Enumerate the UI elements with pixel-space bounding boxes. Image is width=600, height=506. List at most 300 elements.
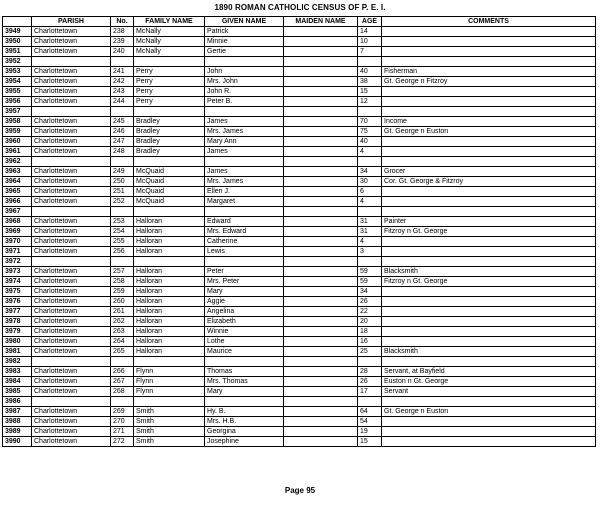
- line-number-cell: 3963: [3, 167, 32, 177]
- given-name-cell: John: [205, 67, 284, 77]
- family-name-cell: Smith: [134, 417, 205, 427]
- comments-cell: [382, 157, 596, 167]
- comments-cell: [382, 317, 596, 327]
- age-cell: 14: [358, 27, 382, 37]
- maiden-name-cell: [284, 257, 358, 267]
- parish-cell: [32, 357, 111, 367]
- family-name-cell: Halloran: [134, 287, 205, 297]
- line-number-cell: 3977: [3, 307, 32, 317]
- given-name-cell: [205, 207, 284, 217]
- parish-cell: Charlottetown: [32, 267, 111, 277]
- given-name-cell: Mrs. John: [205, 77, 284, 87]
- line-number-cell: 3949: [3, 27, 32, 37]
- comments-cell: [382, 427, 596, 437]
- comments-cell: [382, 417, 596, 427]
- comments-cell: [382, 87, 596, 97]
- line-number-cell: 3971: [3, 247, 32, 257]
- table-row: [3, 87, 596, 97]
- column-header-parish: PARISH: [32, 17, 111, 27]
- comments-cell: [382, 337, 596, 347]
- maiden-name-cell: [284, 347, 358, 357]
- line-number-cell: 3964: [3, 177, 32, 187]
- age-cell: 19: [358, 427, 382, 437]
- given-name-cell: Mrs. Peter: [205, 277, 284, 287]
- comments-cell: Blacksmith: [382, 347, 596, 357]
- table-row: [3, 367, 596, 377]
- table-row: [3, 397, 596, 407]
- family-name-cell: Halloran: [134, 267, 205, 277]
- given-name-cell: Minnie: [205, 37, 284, 47]
- line-number-cell: 3978: [3, 317, 32, 327]
- maiden-name-cell: [284, 217, 358, 227]
- family-name-cell: Halloran: [134, 247, 205, 257]
- no-cell: [111, 57, 134, 67]
- maiden-name-cell: [284, 237, 358, 247]
- line-number-cell: 3973: [3, 267, 32, 277]
- line-number-cell: 3959: [3, 127, 32, 137]
- maiden-name-cell: [284, 157, 358, 167]
- family-name-cell: Smith: [134, 437, 205, 447]
- maiden-name-cell: [284, 317, 358, 327]
- no-cell: [111, 157, 134, 167]
- table-row: [3, 327, 596, 337]
- no-cell: 257: [111, 267, 134, 277]
- line-number-cell: 3954: [3, 77, 32, 87]
- line-number-cell: 3980: [3, 337, 32, 347]
- no-cell: 249: [111, 167, 134, 177]
- family-name-cell: [134, 257, 205, 267]
- table-row: [3, 377, 596, 387]
- maiden-name-cell: [284, 47, 358, 57]
- comments-cell: [382, 287, 596, 297]
- line-number-cell: 3987: [3, 407, 32, 417]
- given-name-cell: Margaret: [205, 197, 284, 207]
- age-cell: 75: [358, 127, 382, 137]
- line-number-cell: 3950: [3, 37, 32, 47]
- parish-cell: Charlottetown: [32, 97, 111, 107]
- family-name-cell: [134, 57, 205, 67]
- line-number-cell: 3974: [3, 277, 32, 287]
- no-cell: 270: [111, 417, 134, 427]
- table-row: [3, 157, 596, 167]
- age-cell: 34: [358, 287, 382, 297]
- parish-cell: Charlottetown: [32, 147, 111, 157]
- age-cell: 30: [358, 177, 382, 187]
- line-number-cell: 3984: [3, 377, 32, 387]
- column-header-family-name: FAMILY NAME: [134, 17, 205, 27]
- no-cell: 250: [111, 177, 134, 187]
- maiden-name-cell: [284, 177, 358, 187]
- no-cell: 256: [111, 247, 134, 257]
- maiden-name-cell: [284, 77, 358, 87]
- no-cell: 251: [111, 187, 134, 197]
- no-cell: 258: [111, 277, 134, 287]
- census-table-body: [3, 27, 596, 447]
- family-name-cell: [134, 107, 205, 117]
- given-name-cell: Mrs. H.B.: [205, 417, 284, 427]
- parish-cell: Charlottetown: [32, 247, 111, 257]
- given-name-cell: Patrick: [205, 27, 284, 37]
- line-number-cell: 3976: [3, 297, 32, 307]
- given-name-cell: Georgina: [205, 427, 284, 437]
- given-name-cell: Hy. B.: [205, 407, 284, 417]
- age-cell: [358, 257, 382, 267]
- family-name-cell: Halloran: [134, 217, 205, 227]
- comments-cell: [382, 137, 596, 147]
- table-row: [3, 437, 596, 447]
- maiden-name-cell: [284, 407, 358, 417]
- maiden-name-cell: [284, 67, 358, 77]
- table-row: [3, 77, 596, 87]
- no-cell: 241: [111, 67, 134, 77]
- parish-cell: Charlottetown: [32, 27, 111, 37]
- line-number-cell: 3975: [3, 287, 32, 297]
- age-cell: 4: [358, 197, 382, 207]
- table-row: [3, 287, 596, 297]
- table-row: [3, 117, 596, 127]
- given-name-cell: [205, 397, 284, 407]
- line-number-cell: 3968: [3, 217, 32, 227]
- age-cell: 18: [358, 327, 382, 337]
- maiden-name-cell: [284, 137, 358, 147]
- parish-cell: Charlottetown: [32, 287, 111, 297]
- age-cell: 22: [358, 307, 382, 317]
- line-number-cell: 3969: [3, 227, 32, 237]
- no-cell: 255: [111, 237, 134, 247]
- parish-cell: Charlottetown: [32, 437, 111, 447]
- comments-cell: [382, 47, 596, 57]
- table-row: [3, 407, 596, 417]
- comments-cell: [382, 397, 596, 407]
- no-cell: 253: [111, 217, 134, 227]
- family-name-cell: Halloran: [134, 327, 205, 337]
- table-row: [3, 417, 596, 427]
- family-name-cell: Smith: [134, 427, 205, 437]
- comments-cell: [382, 257, 596, 267]
- parish-cell: Charlottetown: [32, 137, 111, 147]
- table-row: [3, 47, 596, 57]
- comments-cell: [382, 97, 596, 107]
- age-cell: 15: [358, 437, 382, 447]
- age-cell: 16: [358, 337, 382, 347]
- age-cell: 26: [358, 297, 382, 307]
- comments-cell: [382, 437, 596, 447]
- maiden-name-cell: [284, 267, 358, 277]
- maiden-name-cell: [284, 397, 358, 407]
- age-cell: 31: [358, 227, 382, 237]
- family-name-cell: Perry: [134, 67, 205, 77]
- given-name-cell: Thomas: [205, 367, 284, 377]
- table-row: [3, 97, 596, 107]
- age-cell: 26: [358, 377, 382, 387]
- family-name-cell: Perry: [134, 97, 205, 107]
- line-number-cell: 3970: [3, 237, 32, 247]
- family-name-cell: Bradley: [134, 147, 205, 157]
- comments-cell: Painter: [382, 217, 596, 227]
- given-name-cell: [205, 157, 284, 167]
- no-cell: 246: [111, 127, 134, 137]
- age-cell: 12: [358, 97, 382, 107]
- line-number-cell: 3979: [3, 327, 32, 337]
- maiden-name-cell: [284, 297, 358, 307]
- comments-cell: Cor. Gt. George & Fitzroy: [382, 177, 596, 187]
- maiden-name-cell: [284, 107, 358, 117]
- parish-cell: Charlottetown: [32, 197, 111, 207]
- given-name-cell: Lewis: [205, 247, 284, 257]
- parish-cell: Charlottetown: [32, 77, 111, 87]
- age-cell: [358, 357, 382, 367]
- line-number-cell: 3962: [3, 157, 32, 167]
- comments-cell: [382, 107, 596, 117]
- age-cell: 40: [358, 137, 382, 147]
- age-cell: 34: [358, 167, 382, 177]
- no-cell: 254: [111, 227, 134, 237]
- table-row: [3, 297, 596, 307]
- given-name-cell: Mary: [205, 287, 284, 297]
- line-number-cell: 3955: [3, 87, 32, 97]
- no-cell: 266: [111, 367, 134, 377]
- family-name-cell: McNally: [134, 27, 205, 37]
- line-number-cell: 3985: [3, 387, 32, 397]
- line-number-cell: 3951: [3, 47, 32, 57]
- age-cell: 7: [358, 47, 382, 57]
- age-cell: 38: [358, 77, 382, 87]
- given-name-cell: James: [205, 167, 284, 177]
- age-cell: [358, 157, 382, 167]
- given-name-cell: [205, 257, 284, 267]
- parish-cell: Charlottetown: [32, 87, 111, 97]
- given-name-cell: Peter: [205, 267, 284, 277]
- maiden-name-cell: [284, 387, 358, 397]
- given-name-cell: Josephine: [205, 437, 284, 447]
- family-name-cell: Halloran: [134, 317, 205, 327]
- given-name-cell: Elizabeth: [205, 317, 284, 327]
- family-name-cell: McNally: [134, 37, 205, 47]
- given-name-cell: [205, 107, 284, 117]
- family-name-cell: [134, 397, 205, 407]
- line-number-cell: 3989: [3, 427, 32, 437]
- comments-cell: Gt. George n Euston: [382, 407, 596, 417]
- comments-cell: Grocer: [382, 167, 596, 177]
- age-cell: 25: [358, 347, 382, 357]
- age-cell: [358, 397, 382, 407]
- parish-cell: Charlottetown: [32, 37, 111, 47]
- no-cell: 247: [111, 137, 134, 147]
- column-header-comments: COMMENTS: [382, 17, 596, 27]
- line-number-cell: 3965: [3, 187, 32, 197]
- comments-cell: [382, 237, 596, 247]
- table-row: [3, 197, 596, 207]
- no-cell: 240: [111, 47, 134, 57]
- family-name-cell: Perry: [134, 87, 205, 97]
- maiden-name-cell: [284, 57, 358, 67]
- table-row: [3, 137, 596, 147]
- parish-cell: Charlottetown: [32, 417, 111, 427]
- parish-cell: [32, 57, 111, 67]
- comments-cell: [382, 307, 596, 317]
- age-cell: 40: [358, 67, 382, 77]
- family-name-cell: Bradley: [134, 117, 205, 127]
- table-row: [3, 237, 596, 247]
- comments-cell: Gt. George n Euston: [382, 127, 596, 137]
- parish-cell: Charlottetown: [32, 177, 111, 187]
- no-cell: 260: [111, 297, 134, 307]
- no-cell: 252: [111, 197, 134, 207]
- table-row: [3, 177, 596, 187]
- table-row: [3, 187, 596, 197]
- family-name-cell: Halloran: [134, 297, 205, 307]
- line-number-cell: 3972: [3, 257, 32, 267]
- given-name-cell: Angelina: [205, 307, 284, 317]
- given-name-cell: Edward: [205, 217, 284, 227]
- age-cell: 3: [358, 247, 382, 257]
- parish-cell: [32, 257, 111, 267]
- comments-cell: [382, 247, 596, 257]
- comments-cell: [382, 187, 596, 197]
- maiden-name-cell: [284, 367, 358, 377]
- given-name-cell: Mrs. Thomas: [205, 377, 284, 387]
- family-name-cell: [134, 207, 205, 217]
- given-name-cell: James: [205, 147, 284, 157]
- given-name-cell: Mary: [205, 387, 284, 397]
- given-name-cell: Mrs. James: [205, 127, 284, 137]
- comments-cell: Fitzroy n Gt. George: [382, 277, 596, 287]
- parish-cell: [32, 157, 111, 167]
- comments-cell: Blacksmith: [382, 267, 596, 277]
- given-name-cell: Winnie: [205, 327, 284, 337]
- parish-cell: Charlottetown: [32, 67, 111, 77]
- family-name-cell: Flynn: [134, 367, 205, 377]
- given-name-cell: Peter B.: [205, 97, 284, 107]
- comments-cell: Gt. George n Fitzroy: [382, 77, 596, 87]
- table-row: [3, 257, 596, 267]
- table-row: [3, 227, 596, 237]
- table-row: [3, 147, 596, 157]
- table-row: [3, 317, 596, 327]
- table-row: [3, 167, 596, 177]
- parish-cell: [32, 107, 111, 117]
- age-cell: [358, 57, 382, 67]
- table-row: [3, 27, 596, 37]
- maiden-name-cell: [284, 227, 358, 237]
- age-cell: 4: [358, 237, 382, 247]
- age-cell: [358, 207, 382, 217]
- table-row: [3, 247, 596, 257]
- maiden-name-cell: [284, 37, 358, 47]
- maiden-name-cell: [284, 337, 358, 347]
- maiden-name-cell: [284, 307, 358, 317]
- parish-cell: Charlottetown: [32, 317, 111, 327]
- parish-cell: Charlottetown: [32, 347, 111, 357]
- family-name-cell: Halloran: [134, 307, 205, 317]
- no-cell: 268: [111, 387, 134, 397]
- maiden-name-cell: [284, 197, 358, 207]
- no-cell: 271: [111, 427, 134, 437]
- comments-cell: [382, 357, 596, 367]
- age-cell: 59: [358, 267, 382, 277]
- age-cell: 17: [358, 387, 382, 397]
- comments-cell: Servant, at Bayfield: [382, 367, 596, 377]
- maiden-name-cell: [284, 97, 358, 107]
- line-number-cell: 3986: [3, 397, 32, 407]
- no-cell: 245: [111, 117, 134, 127]
- maiden-name-cell: [284, 147, 358, 157]
- parish-cell: [32, 397, 111, 407]
- family-name-cell: [134, 157, 205, 167]
- age-cell: 70: [358, 117, 382, 127]
- given-name-cell: Mrs. Edward: [205, 227, 284, 237]
- column-header-age: AGE: [358, 17, 382, 27]
- maiden-name-cell: [284, 187, 358, 197]
- age-cell: 54: [358, 417, 382, 427]
- line-number-cell: 3966: [3, 197, 32, 207]
- parish-cell: Charlottetown: [32, 297, 111, 307]
- maiden-name-cell: [284, 417, 358, 427]
- column-header-line: [3, 17, 32, 27]
- family-name-cell: Flynn: [134, 387, 205, 397]
- family-name-cell: Bradley: [134, 137, 205, 147]
- family-name-cell: McNally: [134, 47, 205, 57]
- given-name-cell: Catherine: [205, 237, 284, 247]
- age-cell: 15: [358, 87, 382, 97]
- comments-cell: [382, 207, 596, 217]
- no-cell: 269: [111, 407, 134, 417]
- table-row: [3, 107, 596, 117]
- no-cell: [111, 107, 134, 117]
- family-name-cell: Perry: [134, 77, 205, 87]
- table-row: [3, 127, 596, 137]
- comments-cell: [382, 327, 596, 337]
- parish-cell: Charlottetown: [32, 217, 111, 227]
- no-cell: [111, 357, 134, 367]
- no-cell: 267: [111, 377, 134, 387]
- given-name-cell: [205, 357, 284, 367]
- line-number-cell: 3960: [3, 137, 32, 147]
- comments-cell: [382, 57, 596, 67]
- given-name-cell: Lothe: [205, 337, 284, 347]
- parish-cell: Charlottetown: [32, 127, 111, 137]
- no-cell: 265: [111, 347, 134, 357]
- age-cell: 59: [358, 277, 382, 287]
- maiden-name-cell: [284, 277, 358, 287]
- parish-cell: Charlottetown: [32, 407, 111, 417]
- table-row: [3, 277, 596, 287]
- header-row: [3, 17, 596, 27]
- line-number-cell: 3957: [3, 107, 32, 117]
- maiden-name-cell: [284, 327, 358, 337]
- comments-cell: [382, 297, 596, 307]
- age-cell: 31: [358, 217, 382, 227]
- comments-cell: Servant: [382, 387, 596, 397]
- maiden-name-cell: [284, 117, 358, 127]
- age-cell: 20: [358, 317, 382, 327]
- family-name-cell: McQuaid: [134, 177, 205, 187]
- table-row: [3, 357, 596, 367]
- maiden-name-cell: [284, 167, 358, 177]
- no-cell: 248: [111, 147, 134, 157]
- line-number-cell: 3988: [3, 417, 32, 427]
- comments-cell: [382, 197, 596, 207]
- no-cell: 244: [111, 97, 134, 107]
- family-name-cell: Halloran: [134, 337, 205, 347]
- no-cell: 272: [111, 437, 134, 447]
- comments-cell: Fisherman: [382, 67, 596, 77]
- line-number-cell: 3958: [3, 117, 32, 127]
- parish-cell: Charlottetown: [32, 117, 111, 127]
- line-number-cell: 3953: [3, 67, 32, 77]
- given-name-cell: [205, 57, 284, 67]
- column-header-no: No.: [111, 17, 134, 27]
